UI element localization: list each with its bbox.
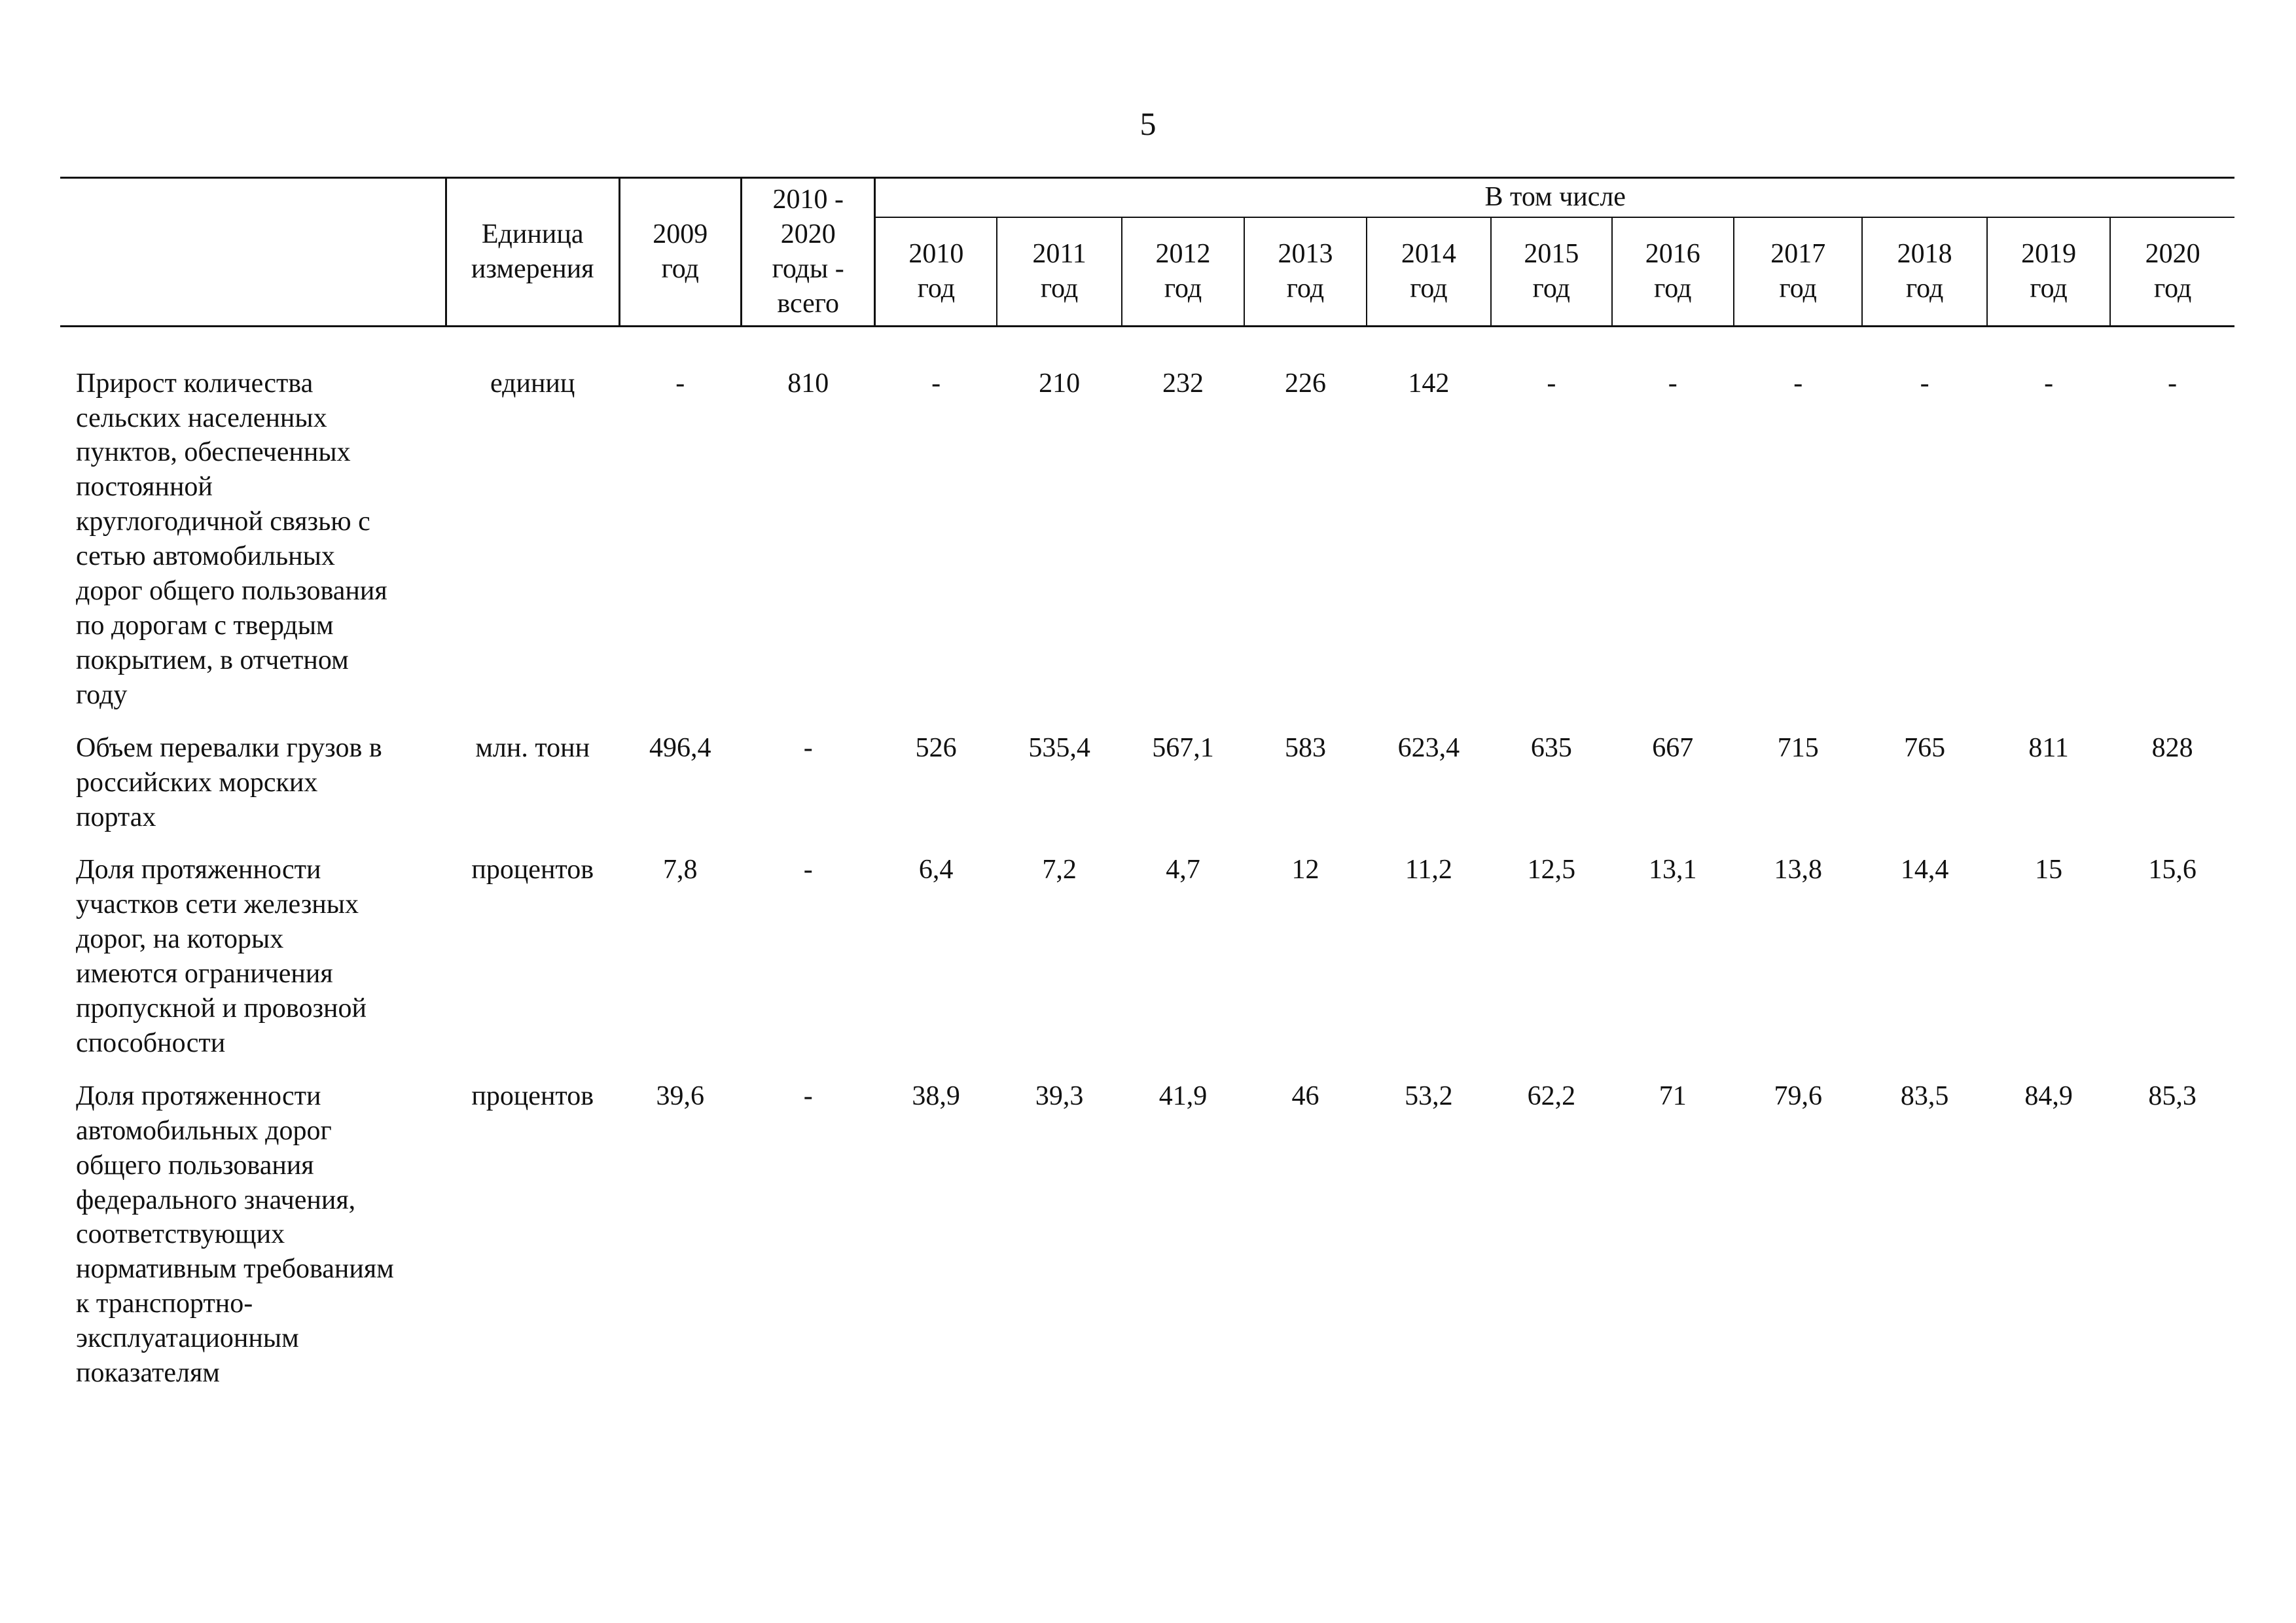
value-cell: 62,2: [1527, 1080, 1576, 1111]
header-year-2015: 2015 год: [1491, 217, 1611, 327]
value-cell: 232: [1162, 368, 1204, 399]
value-cell: -: [931, 368, 941, 399]
value-cell: 6,4: [918, 855, 954, 885]
header-2009: 2009 год: [619, 178, 741, 327]
value-cell: 4,7: [1166, 855, 1200, 885]
header-year-2011: 2011 год: [997, 217, 1121, 327]
indicators-table: [60, 177, 2234, 1405]
header-year-2013: 2013 год: [1244, 217, 1366, 327]
unit-cell: процентов: [471, 855, 594, 885]
value-cell: 583: [1284, 732, 1326, 763]
value-2009-cell: -: [675, 368, 685, 399]
unit-cell: млн. тонн: [475, 732, 590, 763]
value-cell: -: [1668, 368, 1677, 399]
header-subgroup: В том числе: [875, 178, 2234, 217]
header-total: 2010 - 2020 годы - всего: [741, 178, 874, 327]
value-cell: 41,9: [1158, 1080, 1208, 1111]
value-cell: 12: [1291, 855, 1319, 885]
value-cell: 12,5: [1527, 855, 1576, 885]
value-cell: 7,2: [1042, 855, 1077, 885]
value-cell: -: [1793, 368, 1803, 399]
value-cell: 526: [915, 732, 957, 763]
value-cell: 667: [1652, 732, 1694, 763]
indicator-label: Доля протяженности участков сети железных дорог, на которых имеются ограничения пропускной и провозной способности: [76, 855, 367, 1058]
header-year-2010: 2010 год: [875, 217, 997, 327]
value-cell: 83,5: [1900, 1080, 1949, 1111]
value-cell: 46: [1291, 1080, 1319, 1111]
header-year-2012: 2012 год: [1122, 217, 1244, 327]
value-cell: 13,8: [1774, 855, 1822, 885]
table-header: [60, 178, 2234, 327]
value-cell: 38,9: [912, 1080, 960, 1111]
total-cell: -: [803, 855, 813, 885]
value-cell: 15: [2035, 855, 2063, 885]
table-body: [60, 326, 2234, 1405]
value-cell: 567,1: [1152, 732, 1214, 763]
page-number: 5: [1139, 105, 1157, 142]
header-label-cell: [60, 178, 446, 327]
indicator-label: Доля протяженности автомобильных дорог общего пользования федерального значения, соответствующих нормативным требованиям к транспортно- эксплуатационным показателям: [76, 1080, 394, 1389]
indicator-label: Прирост количества сельских населенных пунктов, обеспеченных постоянной круглогодичной связью с сетью автомобильных дорог общего пользования по дорогам с твердым покрытием, в отчетном году: [76, 368, 387, 710]
table-row: [60, 727, 2234, 849]
value-2009-cell: 7,8: [662, 855, 698, 885]
value-cell: 11,2: [1405, 855, 1452, 885]
value-cell: 765: [1904, 732, 1946, 763]
value-cell: 210: [1039, 368, 1081, 399]
header-unit: Единица измерения: [446, 178, 619, 327]
total-cell: 810: [787, 368, 829, 399]
value-cell: -: [1920, 368, 1929, 399]
total-cell: -: [803, 1080, 813, 1111]
value-cell: 15,6: [2148, 855, 2197, 885]
value-cell: 84,9: [2024, 1080, 2073, 1111]
value-cell: 715: [1777, 732, 1819, 763]
value-cell: 13,1: [1649, 855, 1697, 885]
value-cell: -: [1547, 368, 1556, 399]
unit-cell: процентов: [471, 1080, 594, 1111]
value-cell: 14,4: [1900, 855, 1949, 885]
value-cell: 623,4: [1397, 732, 1460, 763]
total-cell: -: [803, 732, 813, 763]
value-cell: -: [2044, 368, 2054, 399]
value-cell: 85,3: [2148, 1080, 2197, 1111]
value-cell: 53,2: [1405, 1080, 1453, 1111]
value-2009-cell: 39,6: [656, 1080, 704, 1111]
value-2009-cell: 496,4: [649, 732, 711, 763]
table-row: [60, 1075, 2234, 1405]
value-cell: 635: [1530, 732, 1572, 763]
header-year-2020: 2020 год: [2110, 217, 2234, 327]
table-row: [60, 326, 2234, 727]
value-cell: -: [2168, 368, 2178, 399]
value-cell: 142: [1408, 368, 1450, 399]
value-cell: 71: [1659, 1080, 1687, 1111]
indicator-label: Объем перевалки грузов в российских морских портах: [76, 732, 382, 832]
unit-cell: единиц: [490, 368, 575, 399]
header-year-2017: 2017 год: [1734, 217, 1862, 327]
value-cell: 535,4: [1028, 732, 1090, 763]
value-cell: 811: [2028, 732, 2069, 763]
value-cell: 79,6: [1774, 1080, 1822, 1111]
header-year-2019: 2019 год: [1987, 217, 2110, 327]
value-cell: 828: [2151, 732, 2193, 763]
header-year-2014: 2014 год: [1367, 217, 1491, 327]
table-row: [60, 849, 2234, 1075]
value-cell: 39,3: [1035, 1080, 1084, 1111]
header-year-2018: 2018 год: [1862, 217, 1986, 327]
value-cell: 226: [1284, 368, 1326, 399]
header-year-2016: 2016 год: [1612, 217, 1734, 327]
